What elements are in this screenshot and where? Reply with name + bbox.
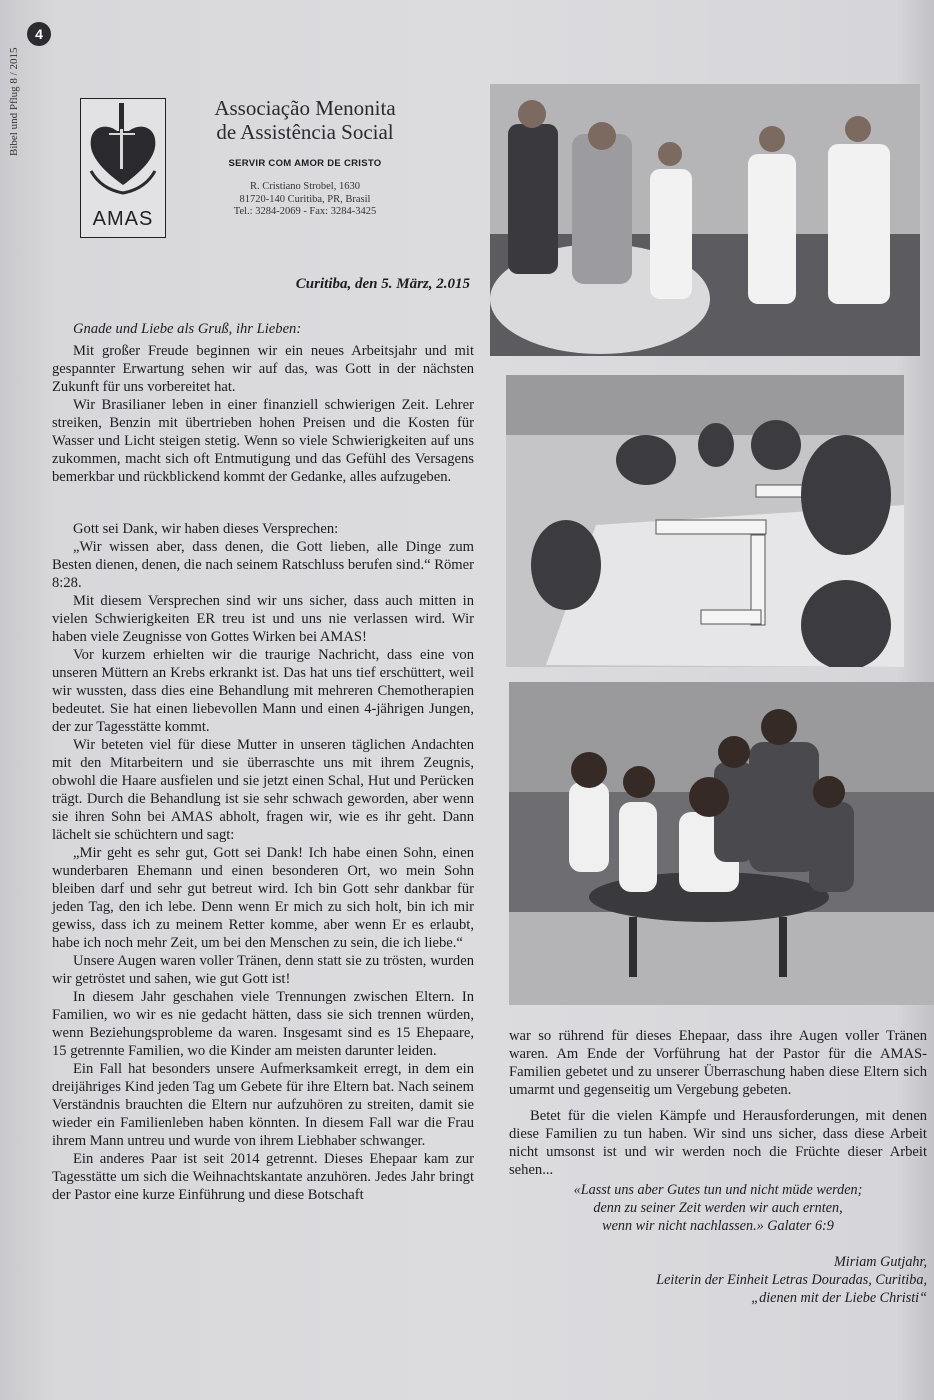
- paragraph: Wir Brasilianer leben in einer finanziell schwierigen Zeit. Lehrer streiken, Benzin mit übertrieben hohen Preisen und die Kosten für Wasser und Licht steigen stetig. Wenn so viele Schwierigkeiten auf uns zukommen, macht sich oft Entmutigung und das Gefühl des Versagens bemerkbar und rückblickend kommt der Gedanke, alles aufzugeben.: [52, 397, 474, 485]
- paragraph: Vor kurzem erhielten wir die traurige Nachricht, dass eine von unseren Müttern an Krebs erkrankt ist. Das hat uns tief erschüttert, weil wir wussten, dass dies eine Behandlung mit mehreren Chemotherapien bedeutet. Sie hat einen liebevollen Mann und einen 4-jährigen Jungen, der zur Tagesstätte kommt.: [52, 647, 474, 735]
- organization-header: [175, 96, 435, 219]
- paragraph: Mit großer Freude beginnen wir ein neues Arbeitsjahr und mit gespannter Erwartung sehen wir auf das, was Gott in der nächsten Zukunft für uns vorbereitet hat.: [52, 343, 474, 395]
- closing-quote-line1: «Lasst uns aber Gutes tun und nicht müde werden;: [573, 1182, 863, 1198]
- dateline: Curitiba, den 5. März, 2.015: [295, 276, 470, 292]
- greeting: Gnade und Liebe als Gruß, ihr Lieben:: [73, 321, 302, 337]
- closing-quote-line2: denn zu seiner Zeit werden wir auch ernten,: [593, 1200, 843, 1216]
- paragraph: war so rührend für dieses Ehepaar, dass ihre Augen voller Tränen waren. Am Ende der Vorführung hat der Pastor für die AMAS-Familien gebetet und zu unserer Überraschung haben diese Eltern sich umarmt und gegenseitig um Vergebung gebeten.: [509, 1028, 927, 1098]
- right-column: [509, 1027, 927, 1307]
- signature-role: Leiterin der Einheit Letras Douradas, Curitiba,: [656, 1272, 927, 1288]
- page-number: 4: [27, 22, 51, 46]
- paragraph: „Mir geht es sehr gut, Gott sei Dank! Ich habe einen Sohn, einen wunderbaren Ehemann und einen besonderen Ort, wo mein Sohn bleiben darf und sehr gut betreut wird. Ich bin Gott sehr dankbar für jeden Tag, den ich lebe. Denn wenn Er mich zu sich holt, bin ich mir gewiss, dass ich zu meinem Retter komme, aber wenn Er es erlaubt, habe ich noch mehr Zeit, um bei den Menschen zu sein, die ich liebe.“: [52, 845, 474, 951]
- paragraph: Mit diesem Versprechen sind wir uns sicher, dass auch mitten in vielen Schwierigkeiten ER treu ist und uns nie verlassen wird. Wir haben viele Zeugnisse von Gottes Wirken bei AMAS!: [52, 593, 474, 645]
- signature-name: Miriam Gutjahr,: [833, 1254, 927, 1270]
- org-address-city: 81720-140 Curitiba, PR, Brasil: [239, 193, 371, 205]
- children-outdoor-bench-photo: [509, 682, 934, 1005]
- org-address-phone: Tel.: 3284-2069 - Fax: 3284-3425: [233, 206, 377, 217]
- closing-quote-line3: wenn wir nicht nachlassen.» Galater 6:9: [602, 1218, 834, 1234]
- logo-text: AMAS: [92, 208, 154, 230]
- amas-logo: [80, 98, 166, 238]
- paragraph: Gott sei Dank, wir haben dieses Versprechen:: [73, 521, 339, 537]
- bible-verse: „Wir wissen aber, dass denen, die Gott lieben, alle Dinge zum Besten dienen, denen, die nach seinem Ratschluss berufen sind.“ Römer 8:28.: [52, 539, 474, 591]
- paragraph: In diesem Jahr geschahen viele Trennungen zwischen Eltern. In Familien, wo wir es nie gedacht hätten, dass sie sich trennen würden, wenn Beziehungsprobleme da waren. Insgesamt sind es 15 Ehepaare, 15 getrennte Familien, wo die Kinder am meisten darunter leiden.: [52, 989, 474, 1059]
- sidebar-text: Bibel und Pflug 8 / 2015: [8, 47, 20, 156]
- children-playing-dominoes-photo: [506, 375, 904, 667]
- sidebar-running-title: [6, 40, 24, 160]
- paragraph: Ein anderes Paar ist seit 2014 getrennt. Dieses Ehepaar kam zur Tagesstätte um sich die Weihnachtskantate anzuhören. Jedes Jahr bringt der Pastor eine kurze Einführung und diese Botschaft: [52, 1151, 474, 1203]
- heart-cross-icon: [81, 99, 165, 209]
- org-name-line1: Associação Menonita: [214, 96, 396, 120]
- paragraph: Unsere Augen waren voller Tränen, denn statt sie zu trösten, wurden wir getröstet und sahen, wie gut Gott ist!: [52, 953, 474, 987]
- paragraph: Wir beteten viel für diese Mutter in unseren täglichen Andachten mit den Mitarbeitern und sie überraschte uns mit ihrem Zeugnis, obwohl die Haare ausfielen und sie jetzt einen Schal, Hut und Perücken trägt. Durch die Behandlung ist sie sehr schwach geworden, aber wenn sie ihren Sohn bei AMAS abholt, fragen wir, wie es ihr geht. Dann lächelt sie schüchtern und sagt:: [52, 737, 474, 843]
- org-address-street: R. Cristiano Strobel, 1630: [250, 181, 360, 192]
- signature-motto: „dienen mit der Liebe Christi“: [751, 1290, 927, 1306]
- nativity-play-photo: [490, 84, 920, 356]
- paragraph: Ein Fall hat besonders unsere Aufmerksamkeit erregt, in dem ein dreijähriges Kind jeden Tag um Gebete für ihre Eltern bat. Nach seinem Verständnis brauchten die Eltern nur aufzuhören zu streiten, damit sie wieder ein Familienleben haben könnten. In diesem Fall war die Frau ihrem Mann untreu und wurde von ihrem Liebhaber schwanger.: [52, 1061, 474, 1149]
- paragraph: Betet für die vielen Kämpfe und Herausforderungen, mit denen diese Familien zu tun haben. Wir sind uns sicher, dass diese Arbeit nicht umsonst ist und wir werden noch die Früchte dieser Arbeit sehen...: [509, 1108, 927, 1178]
- org-name-line2: de Assistência Social: [216, 120, 394, 144]
- org-motto: SERVIR COM AMOR DE CRISTO: [228, 158, 382, 169]
- left-column: [52, 320, 474, 1204]
